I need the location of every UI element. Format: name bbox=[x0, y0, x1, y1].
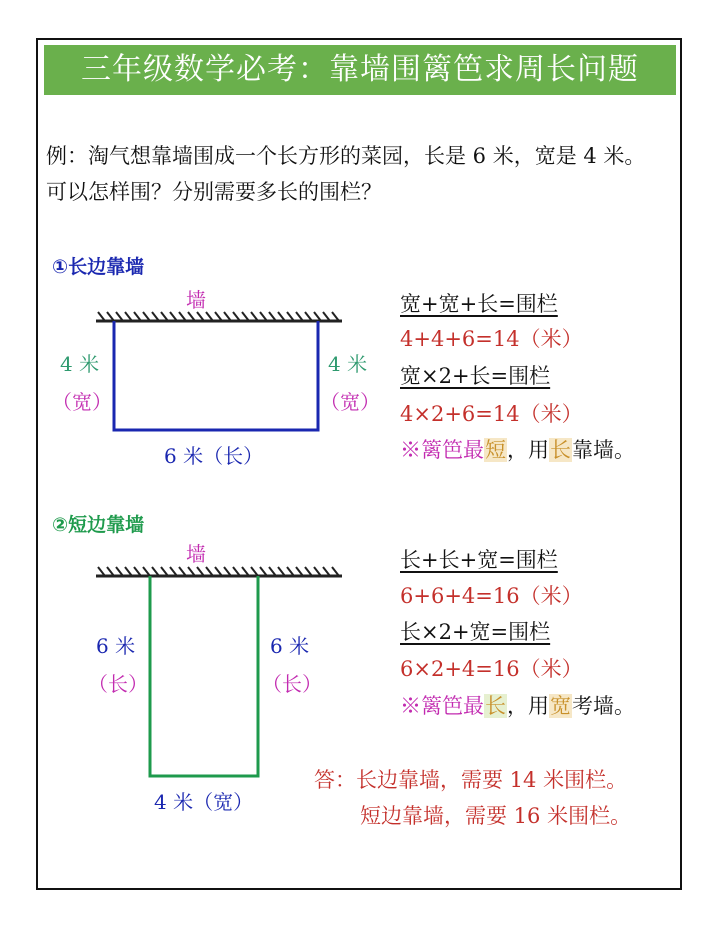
calc-1b: 4×2+6=14（米） bbox=[400, 402, 583, 426]
calc-2b: 6×2+4=16（米） bbox=[400, 657, 583, 681]
note-1-pre: ※篱笆最 bbox=[400, 438, 484, 462]
formula-1b: 宽×2+长=围栏 bbox=[400, 364, 551, 388]
note-1-post: 靠墙。 bbox=[572, 438, 635, 462]
bottom-side-label-2: 4 米（宽） bbox=[154, 790, 254, 814]
section-1-heading: ①长边靠墙 bbox=[52, 256, 145, 278]
calc-1a: 4+4+6=14（米） bbox=[400, 327, 583, 351]
note-2-mid: ，用 bbox=[507, 694, 549, 718]
bottom-side-label-1: 6 米（长） bbox=[164, 444, 264, 468]
note-1-highlight-long: 长 bbox=[550, 438, 571, 462]
right-side-unit-1: （宽） bbox=[320, 390, 380, 414]
left-side-value-1: 4 米 bbox=[60, 352, 100, 376]
left-side-unit-1: （宽） bbox=[52, 390, 112, 414]
note-1-highlight-short: 短 bbox=[485, 438, 506, 462]
wall-1 bbox=[96, 312, 342, 321]
note-1 bbox=[400, 434, 635, 464]
note-2-pre: ※篱笆最 bbox=[400, 694, 484, 718]
wall-2 bbox=[96, 567, 342, 576]
fence-1 bbox=[114, 321, 318, 430]
left-side-value-2: 6 米 bbox=[96, 634, 136, 658]
note-2 bbox=[400, 690, 635, 720]
page-title: 三年级数学必考：靠墙围篱笆求周长问题 bbox=[44, 45, 676, 95]
fence-2 bbox=[150, 576, 258, 776]
note-2-highlight-wide: 宽 bbox=[550, 694, 571, 718]
problem-line-2: 可以怎样围？分别需要多长的围栏？ bbox=[46, 180, 382, 204]
problem-line-1: 例：淘气想靠墙围成一个长方形的菜园，长是 6 米，宽是 4 米。 bbox=[46, 144, 646, 168]
section-2-heading: ②短边靠墙 bbox=[52, 514, 145, 536]
wall-label-2: 墙 bbox=[186, 542, 206, 566]
note-2-post: 考墙。 bbox=[572, 694, 635, 718]
formula-1a: 宽+宽+长=围栏 bbox=[400, 292, 558, 316]
calc-2a: 6+6+4=16（米） bbox=[400, 584, 583, 608]
formula-2b: 长×2+宽=围栏 bbox=[400, 620, 551, 644]
note-2-highlight-long: 长 bbox=[485, 694, 506, 718]
formula-2a: 长+长+宽=围栏 bbox=[400, 548, 558, 572]
answer-line-1: 答：长边靠墙，需要 14 米围栏。 bbox=[314, 768, 628, 792]
answer-line-2: 短边靠墙，需要 16 米围栏。 bbox=[360, 804, 632, 828]
left-side-unit-2: （长） bbox=[88, 672, 148, 696]
right-side-value-2: 6 米 bbox=[270, 634, 310, 658]
right-side-unit-2: （长） bbox=[262, 672, 322, 696]
wall-label-1: 墙 bbox=[186, 288, 206, 312]
note-1-mid: ，用 bbox=[507, 438, 549, 462]
right-side-value-1: 4 米 bbox=[328, 352, 368, 376]
